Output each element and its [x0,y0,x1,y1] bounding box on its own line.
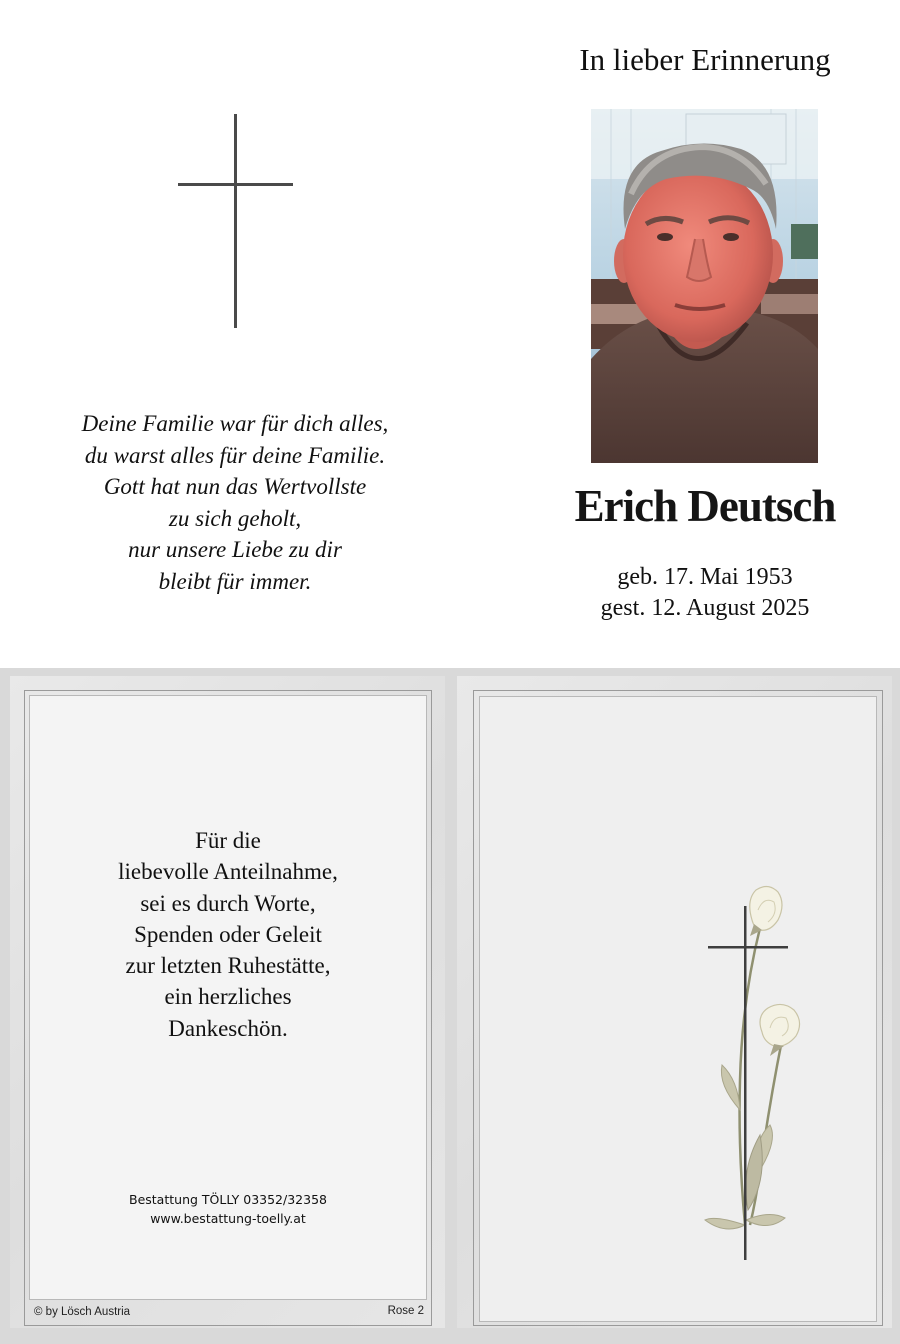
memorial-heading: In lieber Erinnerung [579,42,831,77]
portrait-photo [591,109,818,463]
thanks-text [28,825,428,1044]
thanks-line: Spenden oder Geleit [134,921,322,947]
undertaker-website: www.bestattung-toelly.at [150,1211,306,1226]
poem-line: du warst alles für deine Familie. [84,442,386,468]
life-dates [520,562,890,624]
copyright-notice: © by Lösch Austria [34,1306,131,1318]
poem-line: zu sich geholt, [168,505,302,531]
thanks-line: Dankeschön. [168,1015,288,1041]
cross-icon [178,114,294,330]
undertaker-name-phone: Bestattung TÖLLY 03352/32358 [129,1192,327,1207]
poem-line: Gott hat nun das Wertvollste [103,474,367,499]
memorial-poem [20,408,450,597]
deceased-name: Erich Deutsch [574,481,836,531]
design-name: Rose 2 [387,1305,424,1317]
poem-line: nur unsere Liebe zu dir [128,537,342,562]
thanks-line: zur letzten Ruhestätte, [125,953,331,979]
death-date: gest. 12. August 2025 [600,595,810,621]
poem-line: bleibt für immer. [158,568,312,594]
thanks-line: sei es durch Worte, [140,890,316,916]
cross-with-roses-icon [690,880,820,1270]
birth-date: geb. 17. Mai 1953 [617,564,793,590]
undertaker-info [28,1190,428,1228]
poem-line: Deine Familie war für dich alles, [81,411,389,436]
thanks-line: liebevolle Anteilnahme, [118,859,338,885]
thanks-line: ein herzliches [164,984,292,1010]
thanks-line: Für die [195,828,261,853]
